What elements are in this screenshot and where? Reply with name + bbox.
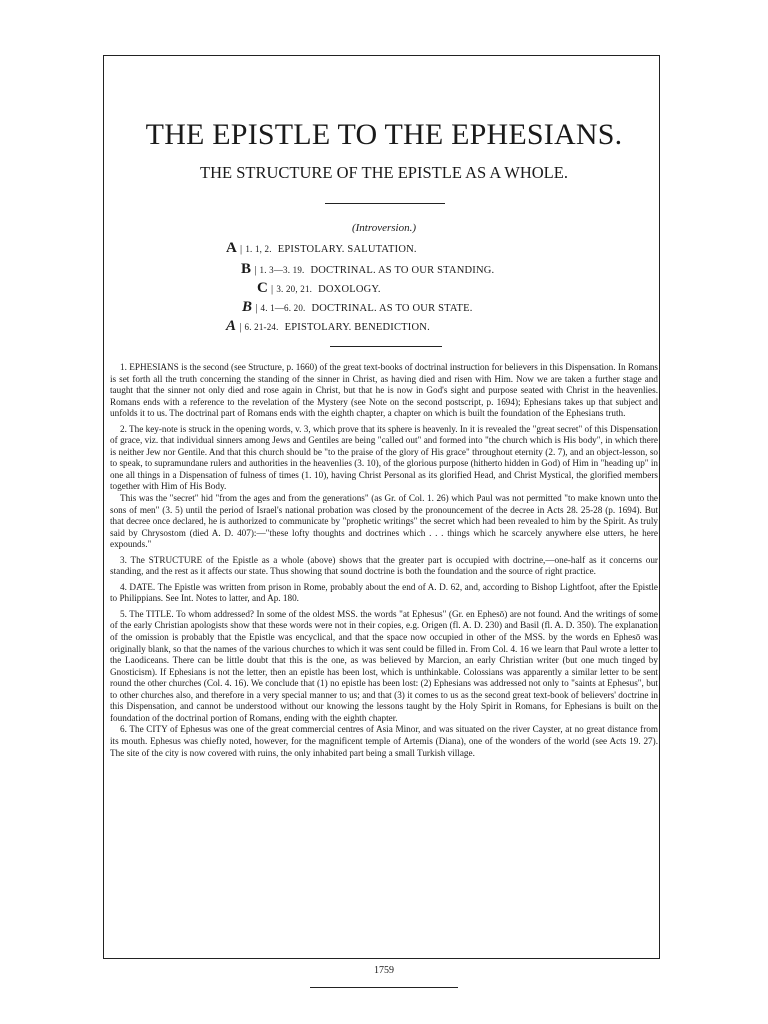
structure-text: EPISTOLARY. BENEDICTION. bbox=[284, 322, 430, 333]
structure-letter: C bbox=[257, 280, 269, 296]
paragraph-6: 6. The CITY of Ephesus was one of the great commercial centres of Asia Minor, and was situated on the river Cayster, at no great distance from its mouth. Ephesus was chiefly noted, however, for the magnificent temple of Artemis (Diana), one of the wonders of the world (see Acts 19. 27). The site of the city is now covered with ruins, the only inhabited part being a small Turkish village. bbox=[110, 724, 658, 758]
paragraph-2: 2. The key-note is struck in the opening words, v. 3, which prove that its sphere is heavenly. In it is revealed the "great secret" of this Dispensation of grace, viz. that individual sinners among Jews and Gentiles are being "called out" and formed into "the church which is His body", in which there is neither Jew nor Gentile. And that this church should be "to the praise of the glory of His grace" throughout eternity (2. 7), and an object-lesson, so to speak, to supramundane rulers and authorities in the heavenlies (3. 10), of the glorious purpose (hitherto hidden in God) of Him in "heading up" in one all things in a Dispensation of fulness of times (1. 10), having Christ Personal as its glorified Head, and Christ Mystical, the glorified members together with Him of His Body. bbox=[110, 423, 658, 492]
structure-text: DOCTRINAL. AS TO OUR STANDING. bbox=[310, 265, 495, 276]
paragraph-3: 3. The STRUCTURE of the Epistle as a whole (above) shows that the greater part is occupied with doctrine,—one-half as it concerns our standing, and the rest as it affects our state. Thus showing that sound doctrine is both the foundation and the source of right practice. bbox=[110, 554, 658, 577]
structure-row-a1: A | 1. 1, 2. EPISTOLARY. SALUTATION. bbox=[226, 240, 417, 256]
page-subtitle: THE STRUCTURE OF THE EPISTLE AS A WHOLE. bbox=[200, 163, 568, 182]
paragraph-5: 5. The TITLE. To whom addressed? In some of the oldest MSS. the words "at Ephesus" (Gr. en Ephesō) are not found. And the writings of some of the early Christian apologists show that these words were not in their copies, e.g. Origen (fl. A. D. 230) and Basil (fl. A. D. 350). The explanation of the omission is probably that the Epistle was encyclical, and that the space now occupied in other of the MSS. by the words en Ephesō was originally blank, so that the names of the various churches to which it was sent could be filled in. From Col. 4. 16 we learn that Paul wrote a letter to the Laodiceans. There can be little doubt that this is the one, as was believed by Marcion, an early Christian writer (but one much tinged by Gnosticism). If Ephesians is not the letter, then an epistle has been lost, which is unthinkable. Colossians was apparently a similar letter to be sent round the other churches (Col. 4. 16). We conclude that (1) no epistle has been lost: (2) Ephesians was addressed not only to "saints at Ephesus", but to other churches also, and therefore in a very special manner to us; and that (3) it comes to us as the second great text-book of believers' doctrine in this Dispensation, and cannot be understood without our knowing the lessons taught by the Holy Spirit in Romans, for Ephesians is built on the foundation of the doctrinal portion of Romans, ending with the eighth chapter. bbox=[110, 608, 658, 723]
structure-row-c: C | 3. 20, 21. DOXOLOGY. bbox=[257, 280, 381, 296]
structure-ref: 4. 1—6. 20. bbox=[260, 303, 306, 313]
structure-text: DOXOLOGY. bbox=[318, 284, 381, 295]
structure-ref: 1. 1, 2. bbox=[245, 244, 272, 254]
structure-divider bbox=[330, 346, 442, 347]
structure-letter: A bbox=[226, 240, 238, 256]
introversion-label: (Introversion.) bbox=[351, 222, 417, 234]
structure-letter: B bbox=[241, 261, 252, 277]
paragraph-2-continued: This was the "secret" hid "from the ages and from the generations" (as Gr. of Col. 1. 26) which Paul was not permitted "to make known unto the sons of men" (3. 5) until the period of Israel's national probation was closed by the pronouncement of the decree in Acts 28. 25-28 (p. 1694). But that decree once declared, he is authorized to communicate by "prophetic writings" the secret which had been revealed to him by the Spirit. As truly said by Chrysostom (died A. D. 407):—"these lofty thoughts and doctrines which . . . things which he scarcely anywhere else utters, he here expounds." bbox=[110, 493, 658, 550]
body-text bbox=[110, 362, 658, 763]
structure-ref: 6. 21-24. bbox=[244, 322, 279, 332]
structure-ref: 3. 20, 21. bbox=[276, 284, 313, 294]
page-title: THE EPISTLE TO THE EPHESIANS. bbox=[145, 118, 623, 151]
structure-letter: B bbox=[242, 299, 253, 315]
structure-row-b2: B | 4. 1—6. 20. DOCTRINAL. AS TO OUR STATE. bbox=[242, 299, 473, 315]
structure-row-b1: B | 1. 3—3. 19. DOCTRINAL. AS TO OUR STANDING. bbox=[241, 261, 495, 277]
structure-row-a2: A | 6. 21-24. EPISTOLARY. BENEDICTION. bbox=[226, 318, 430, 334]
title-divider bbox=[325, 203, 445, 204]
structure-text: DOCTRINAL. AS TO OUR STATE. bbox=[311, 303, 473, 314]
structure-letter: A bbox=[226, 318, 237, 334]
structure-ref: 1. 3—3. 19. bbox=[259, 265, 305, 275]
structure-text: EPISTOLARY. SALUTATION. bbox=[277, 244, 417, 255]
paragraph-1: 1. EPHESIANS is the second (see Structure, p. 1660) of the great text-books of doctrinal instruction for believers in this Dispensation. In Romans is set forth all the truth concerning the standing of the sinner in Christ, as having died and risen with Him. Now we are taken a further stage and taught that the sinner not only died and rose again in Christ, but that he is now in God's sight and purpose seated with Christ in the heavenlies. Romans ends with a reference to the revelation of the Mystery (see Note on the second postscript, p. 1694); Ephesians takes up that subject and unfolds it to us. The doctrinal part of Romans ends with the eighth chapter, a chapter on which is built the foundation of the Ephesians truth. bbox=[110, 362, 658, 419]
page-number: 1759 bbox=[374, 965, 394, 976]
paragraph-4: 4. DATE. The Epistle was written from prison in Rome, probably about the end of A. D. 62, and, according to Bishop Lightfoot, after the Epistle to Philippians. See Int. Notes to latter, and Ap. 180. bbox=[110, 581, 658, 604]
footer-rule bbox=[310, 987, 458, 988]
